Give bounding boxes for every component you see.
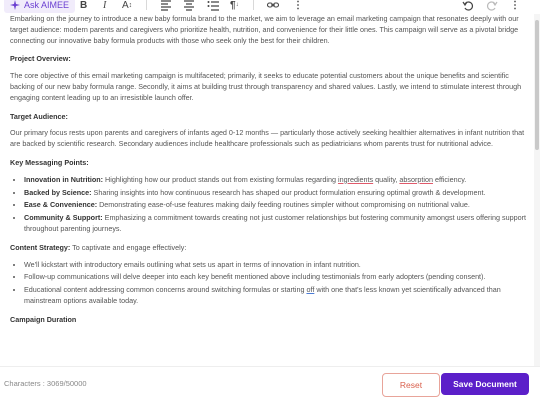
scrollbar-thumb[interactable] — [535, 20, 539, 150]
intro-paragraph: Embarking on the journey to introduce a new baby formula brand to the market, we aim to leverage an email marketing campaign that resonates deeply with our target audience: modern parents and caregivers who prioritize health, nutrition, and convenience for their little ones. This campaign will serve as a pivotal bridge connecting our innovative baby formula products with those who seek only the best for their children. — [10, 14, 519, 45]
document-editor[interactable] — [10, 14, 526, 366]
save-document-button[interactable]: Save Document — [441, 373, 529, 395]
sparkle-icon — [10, 0, 20, 10]
section-heading: Project Overview: — [10, 54, 71, 64]
align-center-icon[interactable] — [183, 0, 195, 11]
link-icon[interactable] — [267, 0, 279, 11]
list-item: • Ease & Convenience: Demonstrating ease-of-use features making daily feeding routines simpler without compromising on nutritional value. — [24, 200, 526, 211]
italic-icon[interactable]: I — [103, 0, 107, 11]
font-size-icon[interactable]: A ↕ — [122, 0, 133, 11]
list-item: • Educational content addressing common concerns around switching formulas or starting off with one that's less known yet scientifically advanced than mainstream options available today. — [24, 285, 526, 307]
spellcheck-word[interactable]: absorption — [399, 174, 433, 184]
strategy-list — [10, 260, 526, 307]
messaging-list — [10, 175, 526, 235]
redo-icon[interactable] — [486, 0, 498, 11]
more-vertical-icon[interactable]: ⋮ — [510, 0, 520, 11]
reset-button[interactable]: Reset — [382, 373, 440, 397]
strategy-line: Content Strategy: To captivate and engage effectively: — [10, 242, 187, 252]
bold-icon[interactable]: B — [80, 0, 88, 11]
list-item: • Innovation in Nutrition: Highlighting how our product stands out from existing formulas regarding ingredients quality, absorption efficiency. — [24, 175, 526, 186]
section-heading: Key Messaging Points: — [10, 157, 89, 167]
editor-toolbar — [0, 0, 540, 14]
undo-icon[interactable] — [462, 0, 474, 11]
list-item: • Backed by Science: Sharing insights into how continuous research has shaped our product formulation ensuring optimal growth & development. — [24, 188, 526, 199]
ask-aimee-button[interactable] — [4, 0, 75, 13]
section-heading: Campaign Duration — [10, 314, 77, 324]
toolbar-divider — [253, 0, 254, 10]
list-item: • Follow-up communications will delve deeper into each key benefit mentioned above including testimonials from early adopters (pending consent). — [24, 272, 526, 283]
overview-paragraph: The core objective of this email marketing campaign is multifaceted; primarily, it seeks to educate potential customers about the unique benefits and scientific backing of our new baby formula range. Secondly, it aims at building trust through transparency and shared values. Lastly, we intend to stimulate interest through engaging content leading up to an irresistible launch offer. — [10, 71, 522, 102]
ask-aimee-label: Ask AIMEE — [24, 0, 70, 10]
toolbar-divider — [146, 0, 147, 10]
paragraph-icon[interactable]: ¶ ↓ — [230, 0, 239, 11]
more-options-icon[interactable]: ⋮ — [293, 0, 303, 11]
audience-paragraph: Our primary focus rests upon parents and caregivers of infants aged 0-12 months — particularly those actively seeking healthier alternatives in infant nutrition that are backed by scientific research. Secondary audiences include healthcare professionals such as pediatricians whom parents trust for nutritional advice. — [10, 128, 525, 149]
spellcheck-word[interactable]: ingredients — [337, 174, 374, 184]
section-heading: Content Strategy: — [10, 242, 71, 252]
list-item: • Community & Support: Emphasizing a commitment towards creating not just customer relationships but fostering community amongst users offering support throughout parenting journeys. — [24, 213, 526, 235]
section-heading: Target Audience: — [10, 111, 68, 121]
editor-footer — [0, 366, 540, 401]
grammar-word[interactable]: off — [306, 285, 315, 295]
list-item: • We'll kickstart with introductory emails outlining what sets us apart in terms of innovation in infant nutrition. — [24, 260, 526, 271]
character-count: Characters : 3069/50000 — [4, 379, 87, 388]
bulleted-list-icon[interactable] — [207, 0, 219, 11]
align-left-icon[interactable] — [160, 0, 172, 11]
